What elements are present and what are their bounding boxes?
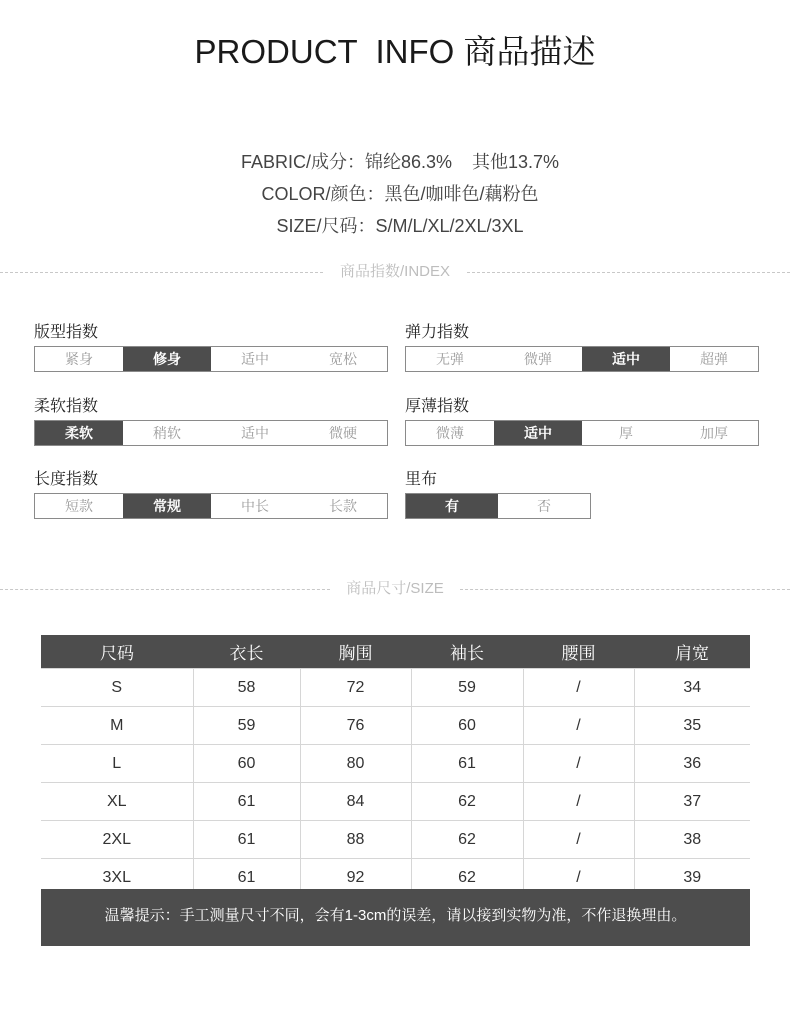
scale-option: 宽松 [329,351,357,367]
table-cell: XL [41,783,193,821]
size-table [41,635,750,897]
scale-option: 超弹 [700,351,728,367]
color-label: COLOR/颜色： [261,184,385,204]
table-cell: 59 [411,669,523,707]
index-group-length [34,469,388,519]
scale-option-selected: 修身 [123,347,211,371]
column-header: 胸围 [300,635,411,669]
scale-option-selected: 常规 [123,494,211,518]
color-value: 黑色/咖啡色/藕粉色 [384,184,539,204]
table-row [41,783,750,821]
scale-option: 适中 [241,425,269,441]
column-header: 尺码 [41,635,193,669]
scale-option: 微硬 [329,425,357,441]
table-cell: / [523,859,634,897]
scale-option: 无弹 [436,351,464,367]
index-title: 厚薄指数 [405,398,470,415]
index-divider [0,262,790,282]
table-cell: 72 [300,669,411,707]
table-cell: 92 [300,859,411,897]
index-scale [34,420,388,446]
index-title: 版型指数 [34,324,99,341]
table-cell: / [523,745,634,783]
table-cell: 39 [634,859,750,897]
fabric-value: 锦纶86.3% 其他13.7% [364,152,560,172]
index-group-fit [34,322,388,372]
table-cell: 62 [411,859,523,897]
scale-option: 长款 [329,498,357,514]
scale-option: 中长 [241,498,269,514]
table-cell: 84 [300,783,411,821]
index-group-thickness [405,396,759,446]
table-cell: M [41,707,193,745]
table-cell: 61 [193,859,300,897]
size-label: SIZE/尺码： [276,216,376,236]
table-cell: 61 [193,821,300,859]
index-scale [405,493,591,519]
index-title: 弹力指数 [405,324,470,341]
scale-option-selected: 柔软 [35,421,123,445]
fabric-label: FABRIC/成分： [240,152,365,172]
table-cell: 76 [300,707,411,745]
scale-option: 微薄 [436,425,464,441]
column-header: 肩宽 [634,635,750,669]
table-cell: / [523,669,634,707]
measurement-note: 温馨提示：手工测量尺寸不同，会有1-3cm的误差，请以接到实物为准，不作退换理由。 [41,889,750,946]
column-header: 腰围 [523,635,634,669]
index-scale [34,346,388,372]
size-heading: 商品尺寸/SIZE [346,580,444,597]
scale-option-selected: 适中 [494,421,582,445]
scale-option: 加厚 [700,425,728,441]
table-cell: / [523,707,634,745]
table-header-row [41,635,750,669]
table-cell: 61 [411,745,523,783]
table-cell: 58 [193,669,300,707]
table-cell: 60 [411,707,523,745]
table-row [41,669,750,707]
table-cell: 61 [193,783,300,821]
table-cell: 35 [634,707,750,745]
table-cell: 3XL [41,859,193,897]
scale-option: 微弹 [524,351,552,367]
scale-option: 厚 [619,425,633,441]
index-heading: 商品指数/INDEX [339,263,450,280]
table-row [41,745,750,783]
table-cell: 2XL [41,821,193,859]
index-scale [405,420,759,446]
table-cell: 62 [411,783,523,821]
table-cell: / [523,821,634,859]
index-title: 柔软指数 [34,398,99,415]
index-title: 里布 [405,471,438,488]
scale-option: 否 [537,498,551,514]
table-cell: S [41,669,193,707]
size-divider [0,579,790,599]
table-row [41,821,750,859]
table-cell: 36 [634,745,750,783]
scale-option: 稍软 [153,425,181,441]
scale-option: 适中 [241,351,269,367]
index-group-lining [405,469,591,519]
table-cell: 37 [634,783,750,821]
table-cell: 62 [411,821,523,859]
table-cell: / [523,783,634,821]
column-header: 衣长 [193,635,300,669]
column-header: 袖长 [411,635,523,669]
table-cell: L [41,745,193,783]
table-cell: 34 [634,669,750,707]
scale-option-selected: 有 [406,494,498,518]
size-line [0,191,790,238]
table-cell: 80 [300,745,411,783]
index-group-softness [34,396,388,446]
page-title: PRODUCT INFO 商品描述 [194,33,596,70]
scale-option: 紧身 [65,351,93,367]
size-value: S/M/L/XL/2XL/3XL [375,216,524,236]
scale-option-selected: 适中 [582,347,670,371]
table-row [41,707,750,745]
index-scale [405,346,759,372]
table-cell: 88 [300,821,411,859]
table-cell: 38 [634,821,750,859]
index-group-elasticity [405,322,759,372]
index-title: 长度指数 [34,471,99,488]
index-scale [34,493,388,519]
table-cell: 59 [193,707,300,745]
scale-option: 短款 [65,498,93,514]
table-cell: 60 [193,745,300,783]
